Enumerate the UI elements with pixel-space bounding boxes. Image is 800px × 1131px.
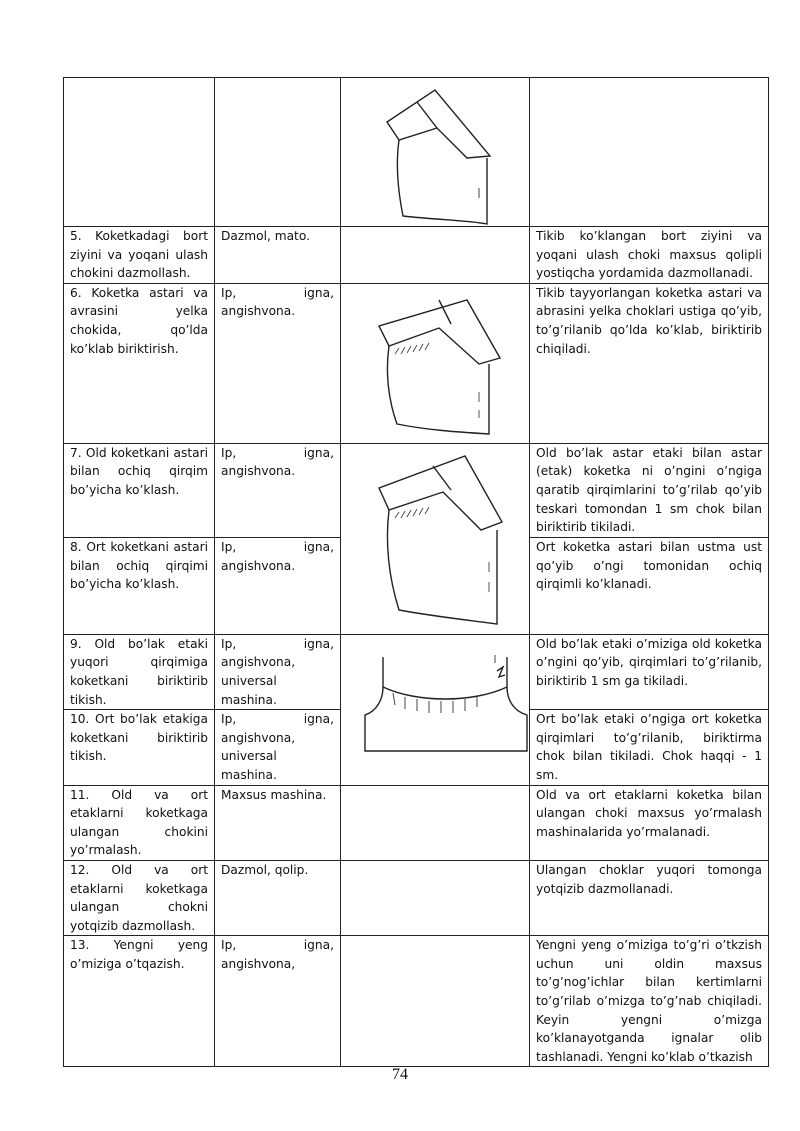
figure-cell [341, 936, 530, 1067]
description-cell [530, 78, 769, 227]
tools-cell: Ip, igna, angishvona, [215, 936, 341, 1067]
description-cell: Ort bo’lak etaki o’ngiga ort koketka qirqimlari to’g’rilanib, biriktirma chok bilan tikiladi. Chok haqqi - 1 sm. [530, 710, 769, 785]
table-row [64, 785, 769, 860]
tools-cell: Ip, igna, angishvona. [215, 283, 341, 443]
table-row [64, 634, 769, 709]
table-row [64, 936, 769, 1067]
table-row [64, 283, 769, 443]
figure-cell [341, 227, 530, 284]
description-cell: Tikib ko’klangan bort ziyini va yoqani ulash choki maxsus qolipli yostiqcha yordamida dazmollanadi. [530, 227, 769, 284]
table-row [64, 78, 769, 227]
description-cell: Tikib tayyorlangan koketka astari va abrasini yelka choklari ustiga qo’yib, to’g’rilanib qo’lda ko’klab, biriktirib chiqiladi. [530, 283, 769, 443]
operation-cell: 10. Ort bo’lak etakiga koketkani biriktirib tikish. [64, 710, 215, 785]
figure-cell [341, 283, 530, 443]
figure-cell [341, 634, 530, 785]
description-cell: Old bo’lak astar etaki bilan astar (etak) koketka ni o’ngini o’ngiga qaratib qirqimlarini to’g’rilab qo’yib teskari tomondan 1 sm chok bilan biriktirib tikiladi. [530, 443, 769, 537]
table-row [64, 860, 769, 935]
tools-cell [215, 78, 341, 227]
description-cell: Ulangan choklar yuqori tomonga yotqizib dazmollanadi. [530, 860, 769, 935]
table-row [64, 443, 769, 537]
koketka-pattern-1-figure [347, 78, 530, 226]
operation-cell: 11. Old va ort etaklarni koketkaga ulangan chokini yo’rmalash. [64, 785, 215, 860]
operation-cell: 7. Old koketkani astari bilan ochiq qirqim bo’yicha ko’klash. [64, 443, 215, 537]
operation-cell [64, 78, 215, 227]
figure-cell [341, 78, 530, 227]
description-cell: Ort koketka astari bilan ustma ust qo’yib o’ngi tomonidan ochiq qirqimli ko’klanadi. [530, 538, 769, 635]
tools-cell: Ip, igna, angishvona, universal mashina. [215, 634, 341, 709]
tools-cell: Ip, igna, angishvona. [215, 538, 341, 635]
operation-cell: 6. Koketka astari va avrasini yelka chokida, qo’lda ko’klab biriktirish. [64, 283, 215, 443]
tools-cell: Dazmol, qolip. [215, 860, 341, 935]
tools-cell: Dazmol, mato. [215, 227, 341, 284]
figure-cell [341, 785, 530, 860]
description-cell: Old bo’lak etaki o’miziga old koketka o’ngini qo’yib, qirqimlari to’g’rilanib, biriktirib 1 sm ga tikiladi. [530, 634, 769, 709]
figure-cell [341, 443, 530, 634]
skirt-gathered-pattern-figure [347, 635, 530, 783]
operation-cell: 8. Ort koketkani astari bilan ochiq qirqimi bo’yicha ko’klash. [64, 538, 215, 635]
operations-table [63, 77, 769, 1067]
operation-cell: 5. Koketkadagi bort ziyini va yoqani ulash chokini dazmollash. [64, 227, 215, 284]
operation-cell: 13. Yengni yeng o’miziga o’tqazish. [64, 936, 215, 1067]
operation-cell: 9. Old bo’lak etaki yuqori qirqimiga koketkani biriktirib tikish. [64, 634, 215, 709]
description-cell: Old va ort etaklarni koketka bilan ulangan choki maxsus yo’rmalash mashinalarida yo’rmalanadi. [530, 785, 769, 860]
tools-cell: Ip, igna, angishvona. [215, 443, 341, 537]
koketka-pattern-2-figure [347, 284, 530, 443]
operation-cell: 12. Old va ort etaklarni koketkaga ulangan chokni yotqizib dazmollash. [64, 860, 215, 935]
tools-cell: Maxsus mashina. [215, 785, 341, 860]
page-number: 74 [392, 1066, 408, 1083]
table-row [64, 227, 769, 284]
figure-cell [341, 860, 530, 935]
description-cell: Yengni yeng o’miziga to’g’ri o’tkzish uchun uni oldin maxsus to’g’nog’ichlar bilan kertimlarni to’g’rilab o’mizga to’g’nab chiqiladi. Keyin yengni o’mizga ko’klanayotganda ignalar olib tashlanadi. Yengni ko’klab o’tkazish [530, 936, 769, 1067]
tools-cell: Ip, igna, angishvona, universal mashina. [215, 710, 341, 785]
koketka-pattern-3-figure [347, 444, 530, 634]
